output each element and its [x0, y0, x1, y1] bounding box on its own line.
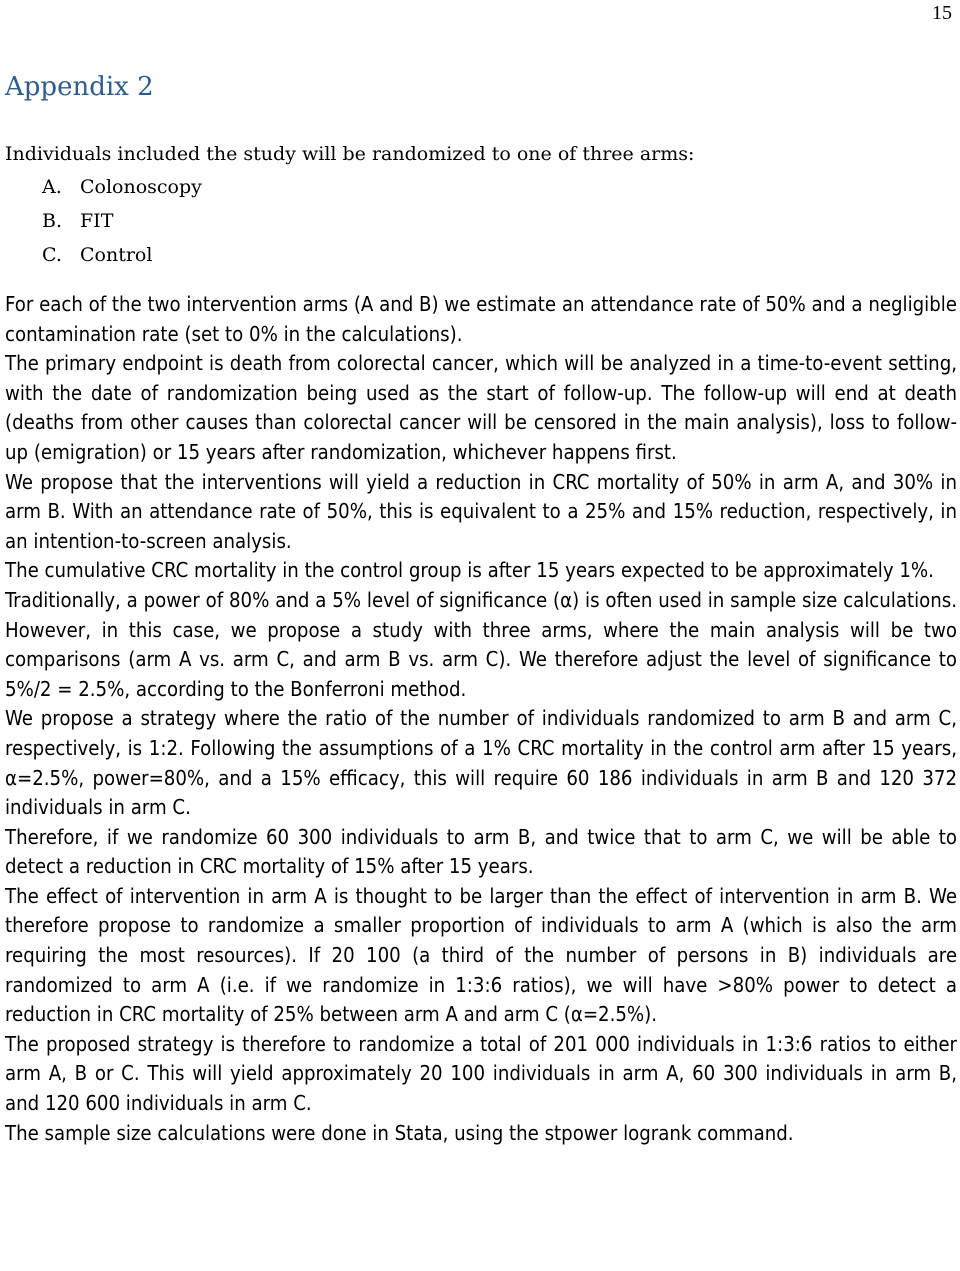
paragraph-control-mortality: The cumulative CRC mortality in the control group is after 15 years expected to be approximately 1%. — [5, 558, 934, 583]
arm-letter: C. — [42, 244, 62, 266]
intro-section — [5, 138, 945, 272]
arm-list-item — [5, 170, 945, 204]
arm-list — [5, 170, 945, 272]
arm-name: Control — [80, 244, 153, 266]
arm-name: FIT — [80, 210, 114, 232]
paragraph-randomize: Therefore, if we randomize 60 300 individuals to arm B, and twice that to arm C, we will be able to detect a reduction in CRC mortality of 15% after 15 years. — [5, 824, 957, 879]
paragraph-stata: The sample size calculations were done in Stata, using the stpower logrank command. — [5, 1120, 794, 1145]
paragraph-attendance: For each of the two intervention arms (A and B) we estimate an attendance rate of 50% and a negligible contamination rate (set to 0% in the calculations). — [5, 292, 957, 346]
paragraph-arm-a: The effect of intervention in arm A is thought to be larger than the effect of intervention in arm B. We therefore propose to randomize a smaller proportion of individuals to arm A (which is also the arm requiring the most resources). If 20 100 (a third of the number of persons in B) individuals are randomized to arm A (i.e. if we randomize in 1:3:6 ratios), we will have >80% power to detect a reduction in CRC mortality of 25% between arm A and arm C (α=2.5%). — [5, 883, 957, 1027]
paragraph-proposed-strategy: The proposed strategy is therefore to randomize a total of 201 000 individuals in 1:3:6 ratios to either arm A, B or C. This will yield approximately 20 100 individuals in arm A, 60 300 individuals in arm B, and 120 600 individuals in arm C. — [5, 1031, 957, 1116]
intro-sentence: Individuals included the study will be randomized to one of three arms: — [5, 143, 695, 165]
paragraph-strategy: We propose a strategy where the ratio of the number of individuals randomized to arm B and arm C, respectively, is 1:2. Following the assumptions of a 1% CRC mortality in the control arm after 15 years, α=2.5%, power=80%, and a 15% efficacy, this will require 60 186 individuals in arm B and 120 372 individuals in arm C. — [5, 706, 957, 820]
paragraph-reduction: We propose that the interventions will yield a reduction in CRC mortality of 50% in arm A, and 30% in arm B. With an attendance rate of 50%, this is equivalent to a 25% and 15% reduction, respectively, in an intention-to-screen analysis. — [5, 469, 957, 553]
paragraph-endpoint: The primary endpoint is death from colorectal cancer, which will be analyzed in a time-to-event setting, with the date of randomization being used as the start of follow-up. The follow-up will end at death (deaths from other causes than colorectal cancer will be censored in the main analysis), loss to follow-up (emigration) or 15 years after randomization, whichever happens first. — [5, 351, 957, 464]
arm-letter: B. — [42, 210, 63, 232]
arm-letter: A. — [42, 176, 62, 198]
page-number: 15 — [932, 2, 952, 24]
arm-list-item — [5, 204, 945, 238]
appendix-heading: Appendix 2 — [5, 72, 154, 102]
paragraph-significance: Traditionally, a power of 80% and a 5% level of significance (α) is often used in sample size calculations. However, in this case, we propose a study with three arms, where the main analysis will be two comparisons (arm A vs. arm C, and arm B vs. arm C). We therefore adjust the level of significance to 5%/2 = 2.5%, according to the Bonferroni method. — [5, 587, 957, 701]
body-text — [5, 290, 957, 1148]
arm-list-item — [5, 238, 945, 272]
arm-name: Colonoscopy — [80, 176, 202, 198]
